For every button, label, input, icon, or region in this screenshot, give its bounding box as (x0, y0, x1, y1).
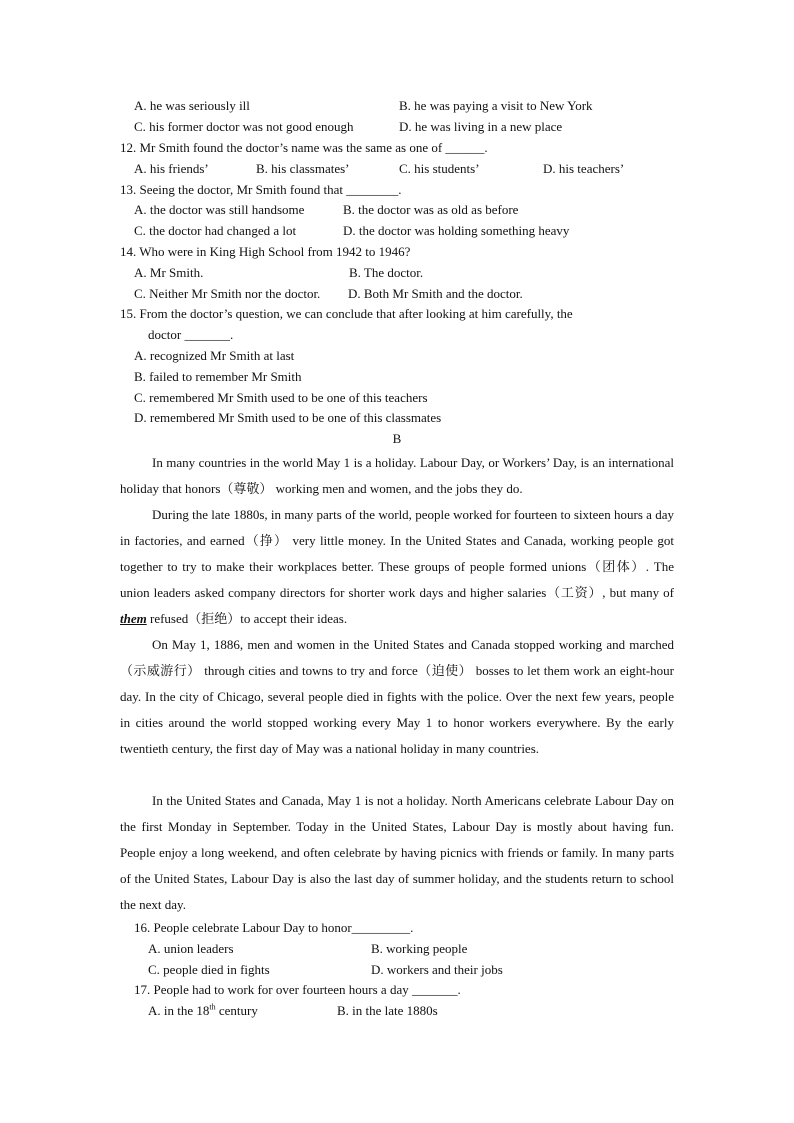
q15-option-c[interactable]: C. remembered Mr Smith used to be one of this teachers (134, 390, 428, 405)
q17-option-a-sup: th (209, 1002, 216, 1012)
q12-option-d[interactable]: D. his teachers’ (543, 161, 625, 176)
section-heading-b: B (392, 431, 402, 446)
passage-paragraph-4 (120, 788, 674, 918)
q14-stem: 14. Who were in King High School from 1942 to 1946? (120, 244, 411, 259)
paragraph-4-text: In the United States and Canada, May 1 is not a holiday. North Americans celebrate Labour Day on the first Monday in September. Today in the United States, Labour Day is mostly about having fun. People enjoy a long weekend, and often celebrate by having picnics with friends or family. In many parts of the United States, Labour Day is also the last day of summer holiday, and the students return to school the next day. (120, 793, 674, 912)
q17-option-a[interactable] (148, 1003, 258, 1019)
q11-option-d[interactable]: D. he was living in a new place (399, 119, 563, 134)
q14-option-c[interactable]: C. Neither Mr Smith nor the doctor. (134, 286, 321, 301)
q13-option-c[interactable]: C. the doctor had changed a lot (134, 223, 297, 238)
q11-option-b[interactable]: B. he was paying a visit to New York (399, 98, 593, 113)
q15-option-d[interactable]: D. remembered Mr Smith used to be one of this classmates (134, 410, 442, 425)
q13-stem: 13. Seeing the doctor, Mr Smith found that ________. (120, 182, 402, 197)
q14-option-d[interactable]: D. Both Mr Smith and the doctor. (348, 286, 523, 301)
q13-option-b[interactable]: B. the doctor was as old as before (343, 202, 519, 217)
q17-stem: 17. People had to work for over fourteen hours a day _______. (134, 982, 461, 997)
q17-option-a-post: century (215, 1003, 258, 1018)
q16-option-c[interactable]: C. people died in fights (148, 962, 270, 977)
paragraph-2-text-after: refused（拒绝）to accept their ideas. (146, 611, 348, 626)
passage-paragraph-2 (120, 502, 674, 632)
paragraph-2-text-before: During the late 1880s, in many parts of the world, people worked for fourteen to sixteen hours a day in factories, and earned（挣） very little money. In the United States and Canada, working people got together to try to make their workplaces better. These groups of people formed unions（团体）. The union leaders asked company directors for shorter work days and higher salaries（工资）, but many of (120, 507, 674, 600)
q16-option-a[interactable]: A. union leaders (148, 941, 234, 956)
q14-option-b[interactable]: B. The doctor. (349, 265, 424, 280)
q12-option-c[interactable]: C. his students’ (399, 161, 480, 176)
q11-option-c[interactable]: C. his former doctor was not good enough (134, 119, 354, 134)
passage-paragraph-3 (120, 632, 674, 762)
q15-option-b[interactable]: B. failed to remember Mr Smith (134, 369, 302, 384)
q13-option-d[interactable]: D. the doctor was holding something heavy (343, 223, 570, 238)
emphasized-word-them: them (120, 611, 147, 626)
paragraph-1-text: In many countries in the world May 1 is a holiday. Labour Day, or Workers’ Day, is an international holiday that honors（尊敬） working men and women, and the jobs they do. (120, 455, 674, 496)
paragraph-3-text: On May 1, 1886, men and women in the United States and Canada stopped working and marched（示威游行） through cities and towns to try and force（迫使） bosses to let them work an eight-hour day. In the city of Chicago, several people died in fights with the police. Over the next few years, people in cities around the world stopped working every May 1 to honor workers everywhere. By the early twentieth century, the first day of May was a national holiday in many countries. (120, 637, 674, 756)
q17-option-a-pre: A. in the 18 (148, 1003, 210, 1018)
passage-paragraph-1 (120, 450, 674, 502)
q12-stem: 12. Mr Smith found the doctor’s name was the same as one of ______. (120, 140, 488, 155)
q15-option-a[interactable]: A. recognized Mr Smith at last (134, 348, 295, 363)
q11-option-a[interactable]: A. he was seriously ill (134, 98, 250, 113)
q12-option-a[interactable]: A. his friends’ (134, 161, 209, 176)
q16-option-b[interactable]: B. working people (371, 941, 468, 956)
q14-option-a[interactable]: A. Mr Smith. (134, 265, 204, 280)
q17-option-b[interactable]: B. in the late 1880s (337, 1003, 438, 1018)
q12-option-b[interactable]: B. his classmates’ (256, 161, 350, 176)
q15-stem-line1: 15. From the doctor’s question, we can conclude that after looking at him carefully, the (120, 306, 573, 321)
q16-option-d[interactable]: D. workers and their jobs (371, 962, 503, 977)
q16-stem: 16. People celebrate Labour Day to honor_________. (134, 920, 414, 935)
q15-stem-line2: doctor _______. (148, 327, 234, 342)
q13-option-a[interactable]: A. the doctor was still handsome (134, 202, 305, 217)
